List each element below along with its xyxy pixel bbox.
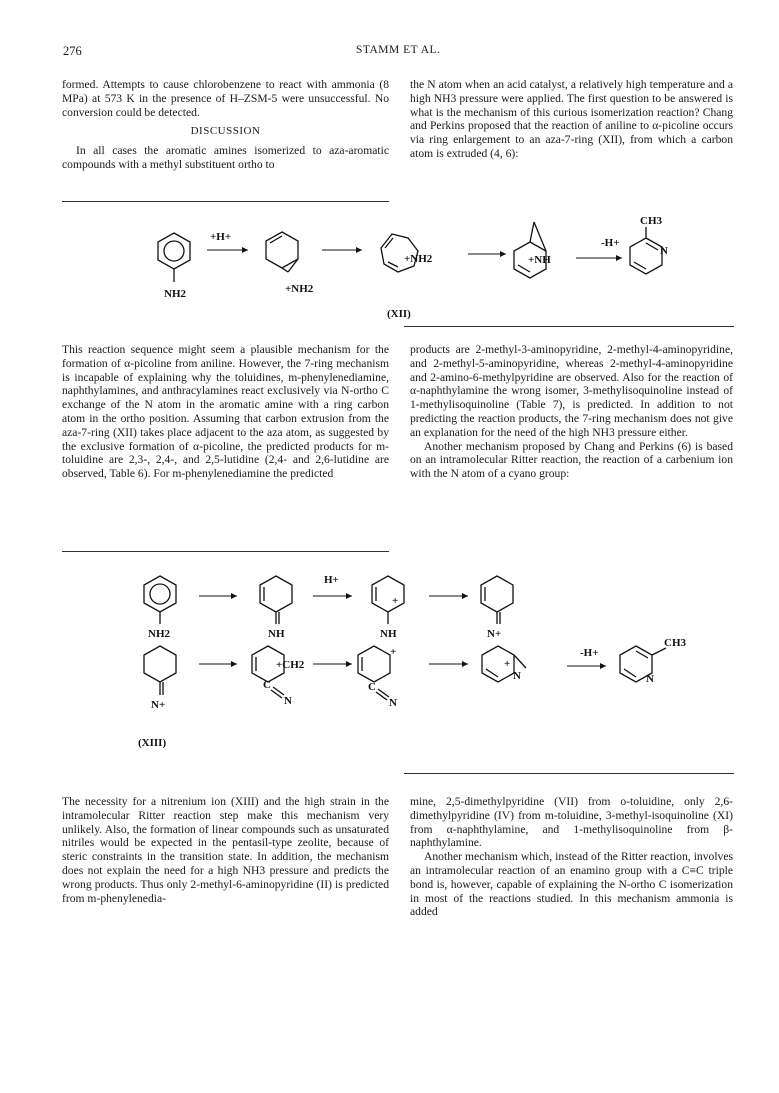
ring-ammonium-label: +NH2 — [404, 253, 433, 265]
reagent-label: H+ — [324, 574, 339, 586]
carbon-label: C — [368, 681, 376, 693]
carbenium-label: +CH2 — [276, 659, 305, 671]
paragraph: formed. Attempts to cause chlorobenzene to react with ammonia (8 MPa) at 573 K in the presence of H–ZSM-5 were unsuccessful. No conversion could be detected. — [62, 78, 389, 119]
section3-left-column — [62, 795, 389, 905]
alpha-picoline-structure — [620, 637, 687, 685]
paragraph: mine, 2,5-dimethylpyridine (VII) from o-toluidine, only 2,6-dimethylpyridine (IV) from m-toluidine, 3-methyl-isoquinoline (XI) from α-naphthylamine, and 1-methylisoquinoline from β-naphthylamine. — [410, 795, 733, 850]
methyl-label: CH3 — [664, 637, 686, 649]
running-head: STAMM ET AL. — [356, 44, 441, 56]
charge-label: + — [392, 595, 399, 607]
protonated-bicyclic-intermediate — [266, 232, 314, 295]
nitrogen-label: N — [284, 695, 292, 707]
paragraph: products are 2-methyl-3-aminopyridine, 2-methyl-4-aminopyridine, and 2-methyl-5-aminopyridine, whereas 2-methyl-4-aminopyridine and 2-amino-6-methylpyridine are observed. Also for the reaction of α-naphthylamine the wrong isomer, 3-methylisoquinoline instead of 1-methylisoquinoline (Table 7), is predicted. In addition to not predicting the reaction products, the 7-ring mechanism does not give an explanation for the need of the high NH3 pressure either. — [410, 343, 733, 439]
page-number: 276 — [63, 44, 82, 58]
aza-7-ring-structure — [381, 234, 433, 272]
ring-opened-carbocation-structure — [252, 646, 305, 707]
imine-tautomer-structure — [260, 576, 292, 640]
section2-left-column — [62, 343, 389, 481]
charge-label: + — [390, 646, 397, 658]
amine-label: NH2 — [148, 628, 170, 640]
paragraph: The necessity for a nitrenium ion (XIII) and the high strain in the intramolecular Ritter reaction step make this mechanism very unlikely. Also, the formation of linear compounds such as unsaturated nitriles would be expected in the pentasil-type zeolite, because of steric constraints in the transition state. In addition, the mechanism does not explain the need for a high NH3 pressure and predicts the wrong products. Thus only 2-methyl-6-aminopyridine (II) is predicted from m-phenylenedia- — [62, 795, 389, 905]
rule-divider — [404, 326, 734, 327]
reagent-label: -H+ — [601, 237, 620, 249]
compound-label-xiii: (XIII) — [138, 737, 167, 749]
rule-divider — [404, 773, 734, 774]
cyclic-carbenium-structure — [358, 646, 397, 709]
imine-label: NH — [268, 628, 285, 640]
pyridine-nitrogen-label: N — [660, 245, 668, 257]
paragraph: This reaction sequence might seem a plausible mechanism for the formation of α-picoline from aniline. However, the 7-ring mechanism is incapable of explaining why the toluidines, m-phenylenediamine, naphthylamines, and anthracylamines react exclusively via N-ortho C exchange of the N atom in the aromatic amine with a ring carbon atom in the ortho position. Assuming that carbon extrusion from the aza-7-ring (XII) takes place adjacent to the aza atom, as suggested by the exclusive formation of α-picoline, the predicted products for m-toluidine are 2,3-, 2,4-, and 2,5-lutidine (2,4- and 2,6-lutidine are observed, Table 6). For m-phenylenediamine the predicted — [62, 343, 389, 481]
scheme-ritter-mechanism — [0, 555, 779, 755]
nitrenium-ion-structure — [144, 646, 176, 711]
carbon-label: C — [263, 679, 271, 691]
reagent-label: +H+ — [210, 231, 232, 243]
paragraph: Another mechanism which, instead of the Ritter reaction, involves an intramolecular reaction of an enamino group with a C≡C triple bond is, however, capable of explaining the N-ortho C isomerization in most of the reactions studied. In this mechanism ammonia is added — [410, 850, 733, 919]
aniline-structure — [144, 576, 176, 640]
nitrenium-ion-structure — [481, 576, 513, 640]
section-heading-discussion: DISCUSSION — [190, 125, 261, 138]
compound-label-xii: (XII) — [387, 308, 411, 320]
paragraph: Another mechanism proposed by Chang and Perkins (6) is based on an intramolecular Ritter reaction, the reaction of a carbenium ion with the N atom of a cyano group: — [410, 439, 733, 481]
paragraph: In all cases the aromatic amines isomerized to aza-aromatic compounds with a methyl substituent ortho to — [62, 144, 389, 171]
section1-right-column — [410, 78, 733, 161]
amine-label: NH2 — [164, 288, 186, 300]
pyridine-nitrogen-label: N — [646, 673, 654, 685]
aniline-structure — [158, 233, 190, 300]
paragraph: the N atom when an acid catalyst, a relatively high temperature and a high NH3 pressure were applied. The first question to be answered is what is the mechanism of this curious isomerization reaction? Chang and Perkins proposed that the reaction of aniline to α-picoline occurs via ring enlargement to an aza-7-ring (XII), from which a carbon atom is extruded (4, 6): — [410, 78, 733, 160]
aziridinium-label: +NH — [528, 254, 551, 266]
section2-right-column — [410, 343, 733, 481]
aziridinium-intermediate — [514, 222, 551, 278]
section1-left-column — [62, 78, 389, 172]
rule-divider — [62, 201, 389, 202]
protonated-imine-structure — [372, 576, 404, 640]
section3-right-column — [410, 795, 733, 919]
methyl-label: CH3 — [640, 215, 662, 227]
rule-divider — [62, 551, 389, 552]
nitrenium-label: N+ — [487, 628, 502, 640]
imine-label: NH — [380, 628, 397, 640]
reagent-label: -H+ — [580, 647, 599, 659]
nitrogen-label: N — [389, 697, 397, 709]
nitrogen-label: N — [513, 670, 521, 682]
nitrenium-label: N+ — [151, 699, 166, 711]
alpha-picoline-structure — [630, 215, 668, 274]
ammonium-label: +NH2 — [285, 283, 314, 295]
bridged-pyridinium-structure — [482, 646, 526, 682]
scheme-7-ring-mechanism — [0, 205, 779, 323]
charge-label: + — [504, 658, 511, 670]
